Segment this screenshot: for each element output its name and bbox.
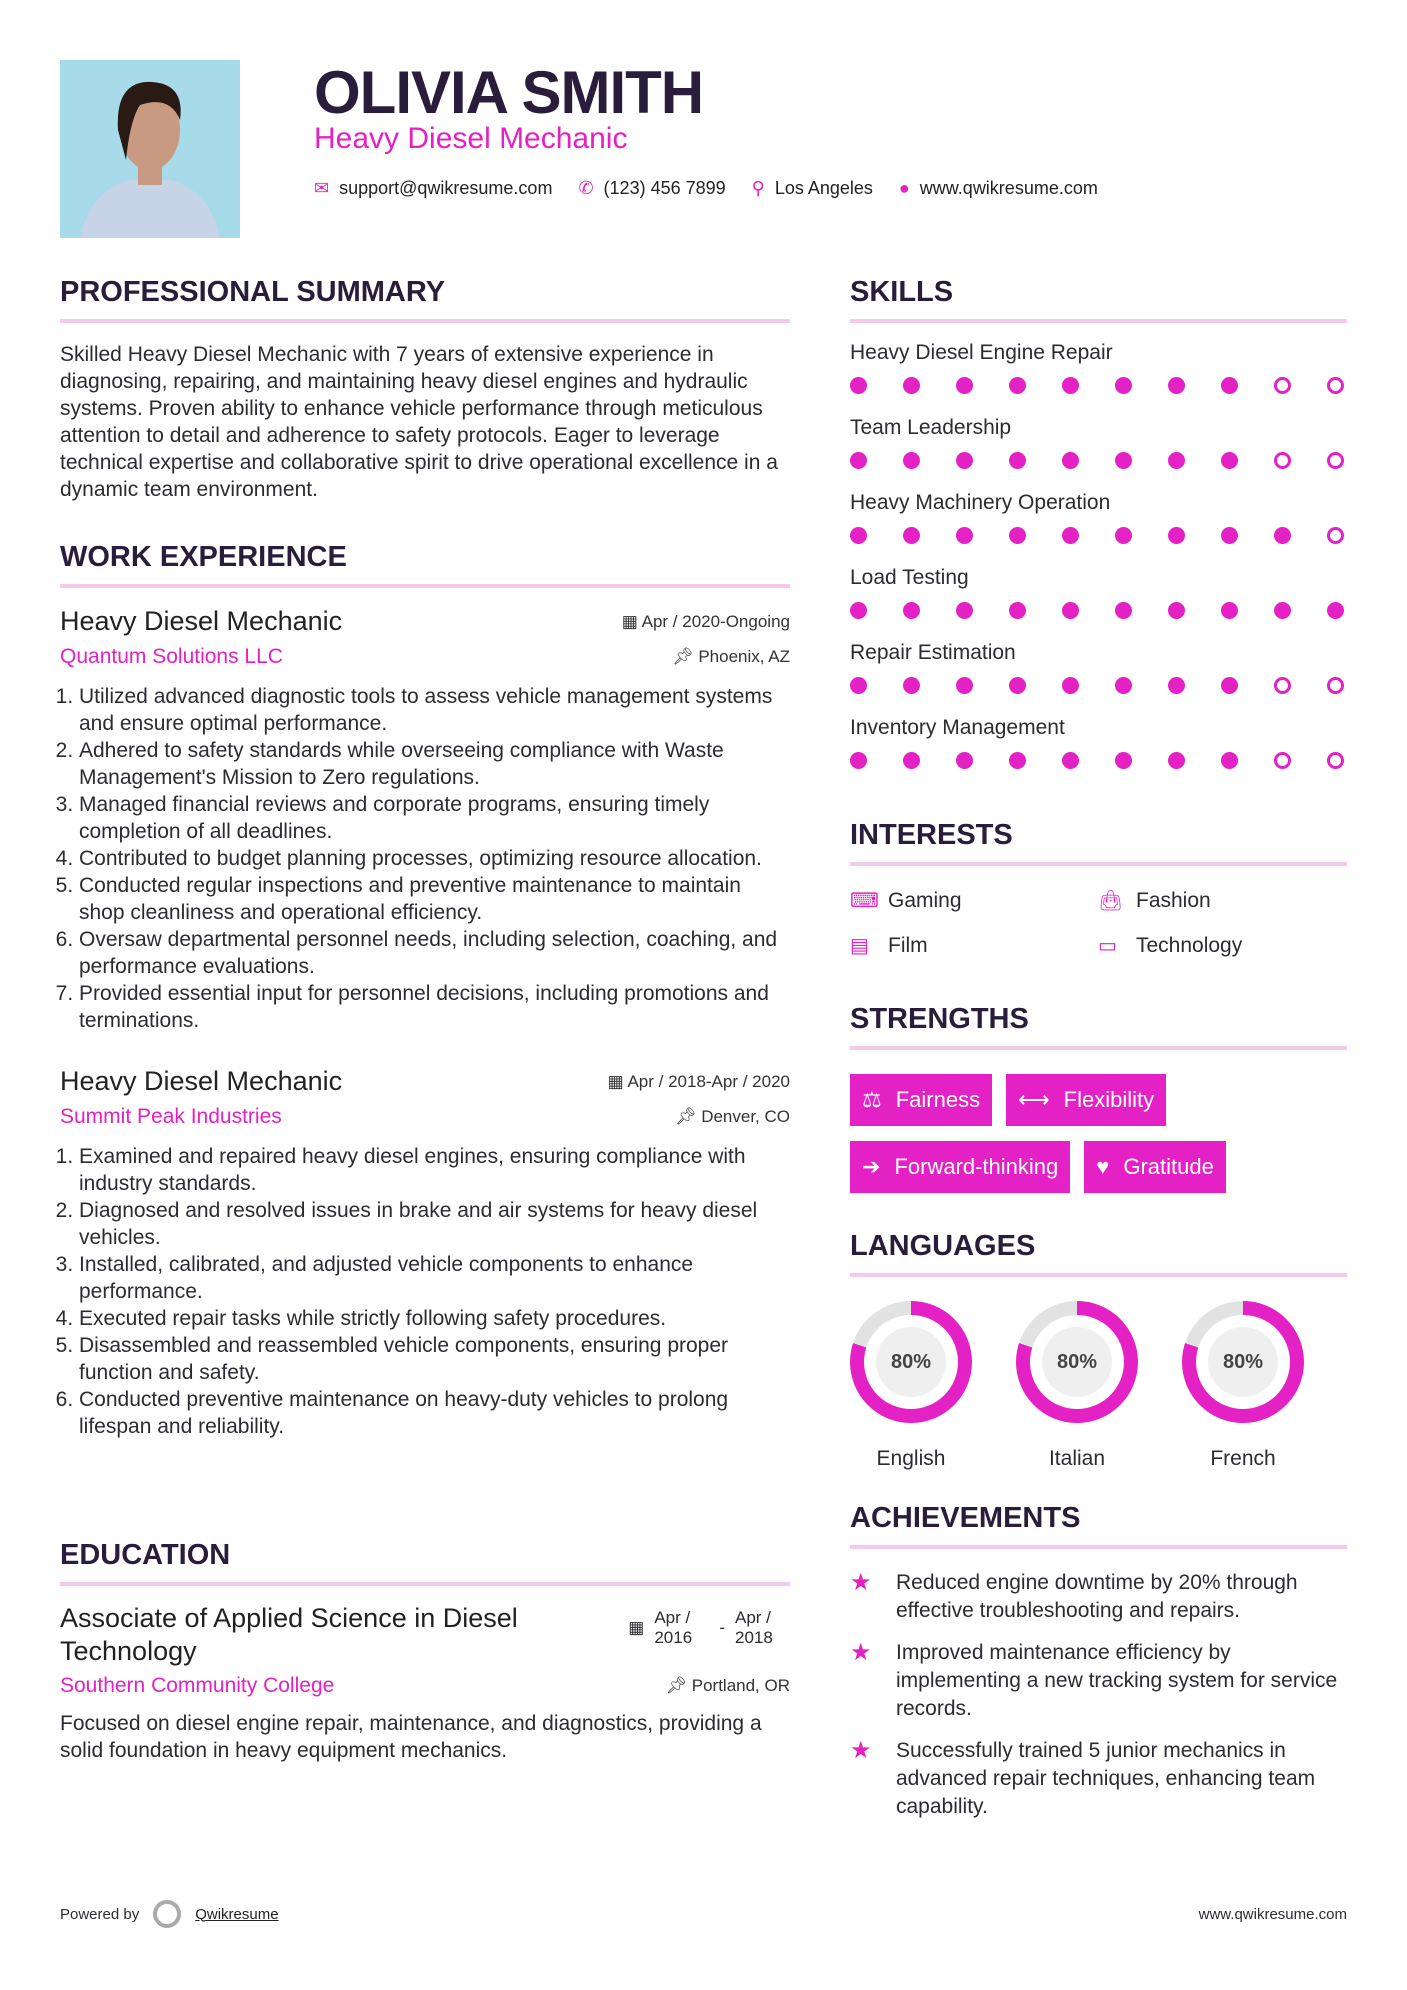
bullet-item: 5. Disassembled and reassembled vehicle components, ensuring proper function and safety. (79, 1332, 790, 1386)
experience-section (60, 541, 790, 1440)
language-percent: 80% (876, 1327, 946, 1397)
filled-dot-icon (1062, 602, 1079, 619)
location: Los Angeles (774, 178, 873, 198)
qwikresume-link[interactable]: Qwikresume (195, 1905, 279, 1923)
empty-dot-icon (1327, 377, 1344, 394)
filled-dot-icon (1274, 602, 1291, 619)
filled-dot-icon (1221, 752, 1238, 769)
interest-item (1098, 888, 1346, 913)
profile-photo (60, 60, 240, 238)
bullet-item: 1. Utilized advanced diagnostic tools to assess vehicle management systems and ensure optimal performance. (79, 683, 790, 737)
filled-dot-icon (850, 452, 867, 469)
pin-icon: 📌︎ (672, 647, 699, 666)
location-pin-icon: ⚲ (751, 178, 765, 198)
filled-dot-icon (956, 452, 973, 469)
skill-rating (850, 527, 1347, 544)
skill-label: Heavy Diesel Engine Repair (850, 341, 1113, 364)
filled-dot-icon (850, 602, 867, 619)
language-label: English (876, 1447, 946, 1470)
interest-label: Film (888, 933, 928, 957)
experience-heading: WORK EXPERIENCE (60, 541, 347, 573)
achievements-heading: ACHIEVEMENTS (850, 1502, 1081, 1534)
pin-icon: 📌︎ (665, 1676, 692, 1695)
strength-label: Fairness (895, 1087, 981, 1112)
divider (850, 862, 1347, 866)
strengths-heading: STRENGTHS (850, 1003, 1029, 1035)
calendar-icon: ▦ (607, 1071, 628, 1091)
skill-rating (850, 677, 1347, 694)
filled-dot-icon (903, 752, 920, 769)
company-name: Quantum Solutions LLC (60, 645, 283, 668)
arrows-h-icon: ⟷ (1018, 1087, 1050, 1112)
language-progress-ring (850, 1301, 972, 1423)
heart-icon: ♥ (1096, 1154, 1110, 1179)
star-icon: ★ (850, 1569, 872, 1596)
job-title: Heavy Diesel Mechanic (314, 122, 628, 155)
footer-url[interactable]: www.qwikresume.com (1198, 1906, 1347, 1923)
filled-dot-icon (1062, 752, 1079, 769)
achievement-item (850, 1569, 1350, 1625)
film-icon: ▤ (850, 935, 869, 957)
filled-dot-icon (1221, 677, 1238, 694)
filled-dot-icon (1274, 527, 1291, 544)
divider (850, 1273, 1347, 1277)
summary-section (60, 276, 790, 503)
strength-label: Gratitude (1123, 1154, 1214, 1179)
divider (850, 1046, 1347, 1050)
language-item (1182, 1301, 1304, 1471)
skill-rating (850, 602, 1347, 619)
achievement-item (850, 1639, 1350, 1723)
filled-dot-icon (1062, 377, 1079, 394)
job-role: Heavy Diesel Mechanic (60, 1066, 343, 1096)
filled-dot-icon (1221, 377, 1238, 394)
job-dates (608, 1072, 790, 1092)
edu-start: Apr / 2016 (654, 1608, 693, 1647)
summary-heading: PROFESSIONAL SUMMARY (60, 276, 446, 308)
empty-dot-icon (1327, 752, 1344, 769)
divider (60, 584, 790, 588)
divider (60, 319, 790, 323)
filled-dot-icon (1221, 452, 1238, 469)
skill-rating (850, 452, 1347, 469)
contact-bar (314, 178, 1098, 199)
bag-icon: 👜︎ (1098, 890, 1124, 912)
empty-dot-icon (1274, 677, 1291, 694)
interest-item (850, 933, 1098, 958)
strength-label: Forward-thinking (894, 1154, 1059, 1179)
job-subheader (60, 1105, 790, 1129)
filled-dot-icon (1115, 527, 1132, 544)
strength-chip (1006, 1074, 1166, 1126)
interest-item (850, 888, 1098, 913)
skills-heading: SKILLS (850, 276, 954, 308)
school: Southern Community College (60, 1674, 335, 1697)
skill-item (850, 641, 1347, 716)
divider (850, 319, 1347, 323)
email-icon: ✉ (314, 178, 330, 198)
filled-dot-icon (850, 752, 867, 769)
skills-section (850, 276, 1347, 791)
empty-dot-icon (1274, 377, 1291, 394)
job-location-text: Denver, CO (701, 1107, 790, 1126)
filled-dot-icon (903, 527, 920, 544)
job-bullets (60, 1143, 790, 1440)
filled-dot-icon (1009, 602, 1026, 619)
filled-dot-icon (1168, 527, 1185, 544)
filled-dot-icon (956, 602, 973, 619)
bullet-item: 2. Adhered to safety standards while overseeing compliance with Waste Management's Mission to Zero regulations. (79, 737, 790, 791)
job-location (675, 1107, 790, 1127)
language-item (850, 1301, 972, 1471)
summary-text: Skilled Heavy Diesel Mechanic with 7 years of extensive experience in diagnosing, repairing, and maintaining heavy diesel engines and hydraulic systems. Proven ability to enhance vehicle performance through meticulous attention to detail and adherence to safety protocols. Eager to leverage technical expertise and collaborative spirit to drive operational excellence in a dynamic team environment. (60, 343, 778, 501)
edu-end: Apr / 2018 (735, 1608, 773, 1647)
education-text: Focused on diesel engine repair, maintenance, and diagnostics, providing a solid foundation in heavy equipment mechanics. (60, 1712, 762, 1762)
interest-label: Technology (1136, 933, 1243, 957)
filled-dot-icon (1327, 602, 1344, 619)
empty-dot-icon (1327, 677, 1344, 694)
skill-rating (850, 752, 1347, 769)
achievement-text: Reduced engine downtime by 20% through effective troubleshooting and repairs. (896, 1571, 1298, 1622)
interests-heading: INTERESTS (850, 819, 1013, 851)
filled-dot-icon (956, 752, 973, 769)
language-percent: 80% (1208, 1327, 1278, 1397)
skill-label: Heavy Machinery Operation (850, 491, 1111, 514)
filled-dot-icon (1115, 752, 1132, 769)
star-icon: ★ (850, 1737, 872, 1764)
filled-dot-icon (1062, 677, 1079, 694)
email[interactable]: support@qwikresume.com (339, 178, 553, 198)
strength-chip (850, 1074, 992, 1126)
bullet-item: 3. Managed financial reviews and corporate programs, ensuring timely completion of all deadlines. (79, 791, 790, 845)
filled-dot-icon (1115, 377, 1132, 394)
date-separator: - (719, 1618, 725, 1637)
skill-label: Load Testing (850, 566, 969, 589)
filled-dot-icon (1062, 527, 1079, 544)
bullet-item: 4. Contributed to budget planning processes, optimizing resource allocation. (79, 845, 790, 872)
job-dates-text: Apr / 2020-Ongoing (641, 611, 790, 631)
divider (60, 1582, 790, 1586)
filled-dot-icon (956, 527, 973, 544)
skill-label: Team Leadership (850, 416, 1012, 439)
achievement-item (850, 1737, 1350, 1821)
job-entry (60, 606, 790, 1034)
skill-item (850, 716, 1347, 791)
filled-dot-icon (1009, 677, 1026, 694)
interests-section (850, 819, 1347, 958)
filled-dot-icon (1009, 752, 1026, 769)
empty-dot-icon (1327, 452, 1344, 469)
filled-dot-icon (1115, 602, 1132, 619)
filled-dot-icon (903, 452, 920, 469)
filled-dot-icon (1115, 677, 1132, 694)
skill-label: Inventory Management (850, 716, 1065, 739)
empty-dot-icon (1327, 527, 1344, 544)
job-header (60, 1066, 790, 1097)
filled-dot-icon (850, 677, 867, 694)
filled-dot-icon (1062, 452, 1079, 469)
filled-dot-icon (1168, 677, 1185, 694)
filled-dot-icon (1168, 377, 1185, 394)
arrow-right-icon: ➔ (862, 1154, 881, 1179)
powered-by: Powered by (60, 1905, 140, 1923)
bullet-item: 6. Oversaw departmental personnel needs, including selection, coaching, and performance evaluations. (79, 926, 790, 980)
languages-section (850, 1230, 1347, 1471)
bullet-item: 5. Conducted regular inspections and preventive maintenance to maintain shop cleanliness and operational efficiency. (79, 872, 790, 926)
achievements-section (850, 1502, 1347, 1835)
edu-location: Portland, OR (691, 1676, 790, 1695)
filled-dot-icon (850, 527, 867, 544)
filled-dot-icon (903, 602, 920, 619)
filled-dot-icon (1168, 602, 1185, 619)
skill-rating (850, 377, 1347, 394)
divider (850, 1545, 1347, 1549)
language-percent: 80% (1042, 1327, 1112, 1397)
job-dates (622, 612, 790, 632)
job-header (60, 606, 790, 637)
bullet-item: 1. Examined and repaired heavy diesel engines, ensuring compliance with industry standards. (79, 1143, 790, 1197)
skill-item (850, 341, 1347, 416)
qwikresume-logo-icon (153, 1900, 181, 1928)
bullet-item: 7. Provided essential input for personnel decisions, including promotions and terminations. (79, 980, 790, 1034)
filled-dot-icon (1221, 527, 1238, 544)
bullet-item: 6. Conducted preventive maintenance on heavy-duty vehicles to prolong lifespan and reliability. (79, 1386, 790, 1440)
job-role: Heavy Diesel Mechanic (60, 606, 343, 636)
footer-powered (60, 1900, 279, 1928)
filled-dot-icon (903, 377, 920, 394)
company-name: Summit Peak Industries (60, 1105, 282, 1128)
candidate-name: OLIVIA SMITH (314, 59, 704, 126)
calendar-icon: ▦ (621, 611, 642, 631)
skill-item (850, 566, 1347, 641)
strength-chip (1084, 1141, 1226, 1193)
phone-icon: ✆ (578, 178, 594, 198)
filled-dot-icon (1221, 602, 1238, 619)
education-section (60, 1539, 790, 1764)
bullet-item: 3. Installed, calibrated, and adjusted vehicle components to enhance performance. (79, 1251, 790, 1305)
empty-dot-icon (1274, 452, 1291, 469)
laptop-icon: ▭ (1098, 935, 1117, 957)
empty-dot-icon (1274, 752, 1291, 769)
language-progress-ring (1182, 1301, 1304, 1423)
job-dates-text: Apr / 2018-Apr / 2020 (627, 1071, 790, 1091)
language-label: French (1210, 1447, 1276, 1470)
degree: Associate of Applied Science in Diesel Technology (60, 1603, 518, 1666)
achievement-text: Improved maintenance efficiency by implementing a new tracking system for service records. (896, 1641, 1338, 1720)
achievement-text: Successfully trained 5 junior mechanics in advanced repair techniques, enhancing team capability. (896, 1739, 1316, 1818)
filled-dot-icon (903, 677, 920, 694)
pin-icon: 📌︎ (674, 1107, 702, 1126)
filled-dot-icon (1168, 752, 1185, 769)
filled-dot-icon (956, 677, 973, 694)
gamepad-icon: ⌨ (850, 890, 879, 912)
skill-item (850, 491, 1347, 566)
education-heading: EDUCATION (60, 1539, 231, 1571)
interest-item (1098, 933, 1346, 958)
languages-heading: LANGUAGES (850, 1230, 1036, 1262)
scale-icon: ⚖ (862, 1087, 882, 1112)
filled-dot-icon (850, 377, 867, 394)
website[interactable]: www.qwikresume.com (919, 178, 1098, 198)
interest-label: Gaming (888, 888, 962, 912)
filled-dot-icon (956, 377, 973, 394)
globe-icon: ● (898, 178, 910, 198)
skill-item (850, 416, 1347, 491)
strength-label: Flexibility (1063, 1087, 1155, 1112)
phone: (123) 456 7899 (603, 178, 726, 198)
job-entry (60, 1066, 790, 1440)
bullet-item: 2. Diagnosed and resolved issues in brake and air systems for heavy diesel vehicles. (79, 1197, 790, 1251)
filled-dot-icon (1009, 377, 1026, 394)
language-progress-ring (1016, 1301, 1138, 1423)
filled-dot-icon (1168, 452, 1185, 469)
calendar-icon: ▦ (628, 1618, 645, 1637)
job-bullets (60, 683, 790, 1034)
job-location (672, 647, 790, 667)
job-location-text: Phoenix, AZ (698, 647, 790, 666)
strength-chip (850, 1141, 1070, 1193)
bullet-item: 4. Executed repair tasks while strictly following safety procedures. (79, 1305, 790, 1332)
language-item (1016, 1301, 1138, 1471)
filled-dot-icon (1009, 452, 1026, 469)
language-label: Italian (1048, 1447, 1106, 1470)
star-icon: ★ (850, 1639, 872, 1666)
filled-dot-icon (1009, 527, 1026, 544)
filled-dot-icon (1115, 452, 1132, 469)
interest-label: Fashion (1136, 888, 1211, 912)
skill-label: Repair Estimation (850, 641, 1016, 664)
strengths-section (850, 1003, 1347, 1193)
job-subheader (60, 645, 790, 669)
